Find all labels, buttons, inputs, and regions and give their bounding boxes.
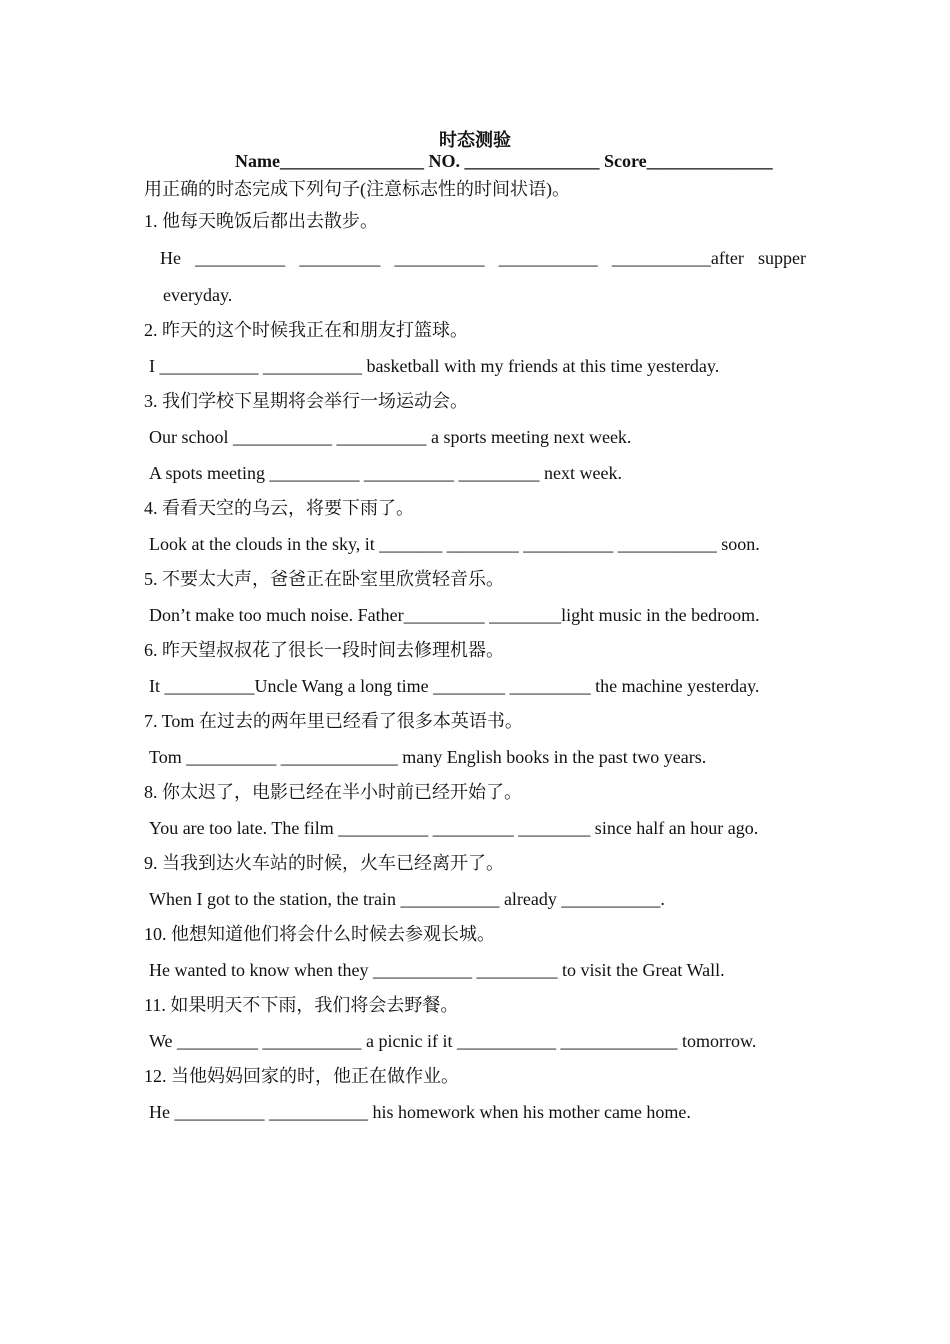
answer-line-3b: A spots meeting __________ __________ _________ next week. (149, 463, 622, 483)
answer-line-11: We _________ ___________ a picnic if it ___________ _____________ tomorrow. (149, 1031, 757, 1051)
question-3: 3. 我们学校下星期将会举行一场运动会。 (144, 391, 468, 411)
question-1: 1. 他每天晚饭后都出去散步。 (144, 211, 378, 231)
question-10: 10. 他想知道他们将会什么时候去参观长城。 (144, 924, 495, 944)
worksheet-title: 时态测验 (439, 130, 511, 150)
answer-line-7: Tom __________ _____________ many English books in the past two years. (149, 747, 707, 767)
question-11: 11. 如果明天不下雨，我们将会去野餐。 (144, 995, 459, 1015)
answer-line-8: You are too late. The film __________ _________ ________ since half an hour ago. (149, 818, 759, 838)
answer-line-12: He __________ ___________ his homework when his mother came home. (149, 1102, 691, 1122)
question-7: 7. Tom 在过去的两年里已经看了很多本英语书。 (144, 711, 523, 731)
name-no-score-line: Name________________ NO. _______________ Score______________ (235, 151, 773, 171)
answer-line-6: It __________Uncle Wang a long time ________ _________ the machine yesterday. (149, 676, 760, 696)
question-2: 2. 昨天的这个时候我正在和朋友打篮球。 (144, 320, 468, 340)
question-5: 5. 不要太大声，爸爸正在卧室里欣赏轻音乐。 (144, 569, 504, 589)
answer-line-1: He __________ _________ __________ ___________ ___________after supper (160, 248, 806, 268)
answer-line-2: I ___________ ___________ basketball with my friends at this time yesterday. (149, 356, 720, 376)
answer-line-5: Don’t make too much noise. Father_________ ________light music in the bedroom. (149, 605, 760, 625)
answer-line-10: He wanted to know when they ___________ _________ to visit the Great Wall. (149, 960, 725, 980)
answer-line-1-continued: everyday. (163, 285, 233, 305)
instruction-text: 用正确的时态完成下列句子(注意标志性的时间状语)。 (144, 179, 570, 199)
answer-line-9: When I got to the station, the train ___________ already ___________. (149, 889, 665, 909)
question-8: 8. 你太迟了，电影已经在半小时前已经开始了。 (144, 782, 522, 802)
question-4: 4. 看看天空的乌云，将要下雨了。 (144, 498, 414, 518)
question-6: 6. 昨天望叔叔花了很长一段时间去修理机器。 (144, 640, 504, 660)
question-12: 12. 当他妈妈回家的时，他正在做作业。 (144, 1066, 459, 1086)
answer-line-4: Look at the clouds in the sky, it _______ ________ __________ ___________ soon. (149, 534, 760, 554)
answer-line-3a: Our school ___________ __________ a sports meeting next week. (149, 427, 632, 447)
question-9: 9. 当我到达火车站的时候，火车已经离开了。 (144, 853, 504, 873)
